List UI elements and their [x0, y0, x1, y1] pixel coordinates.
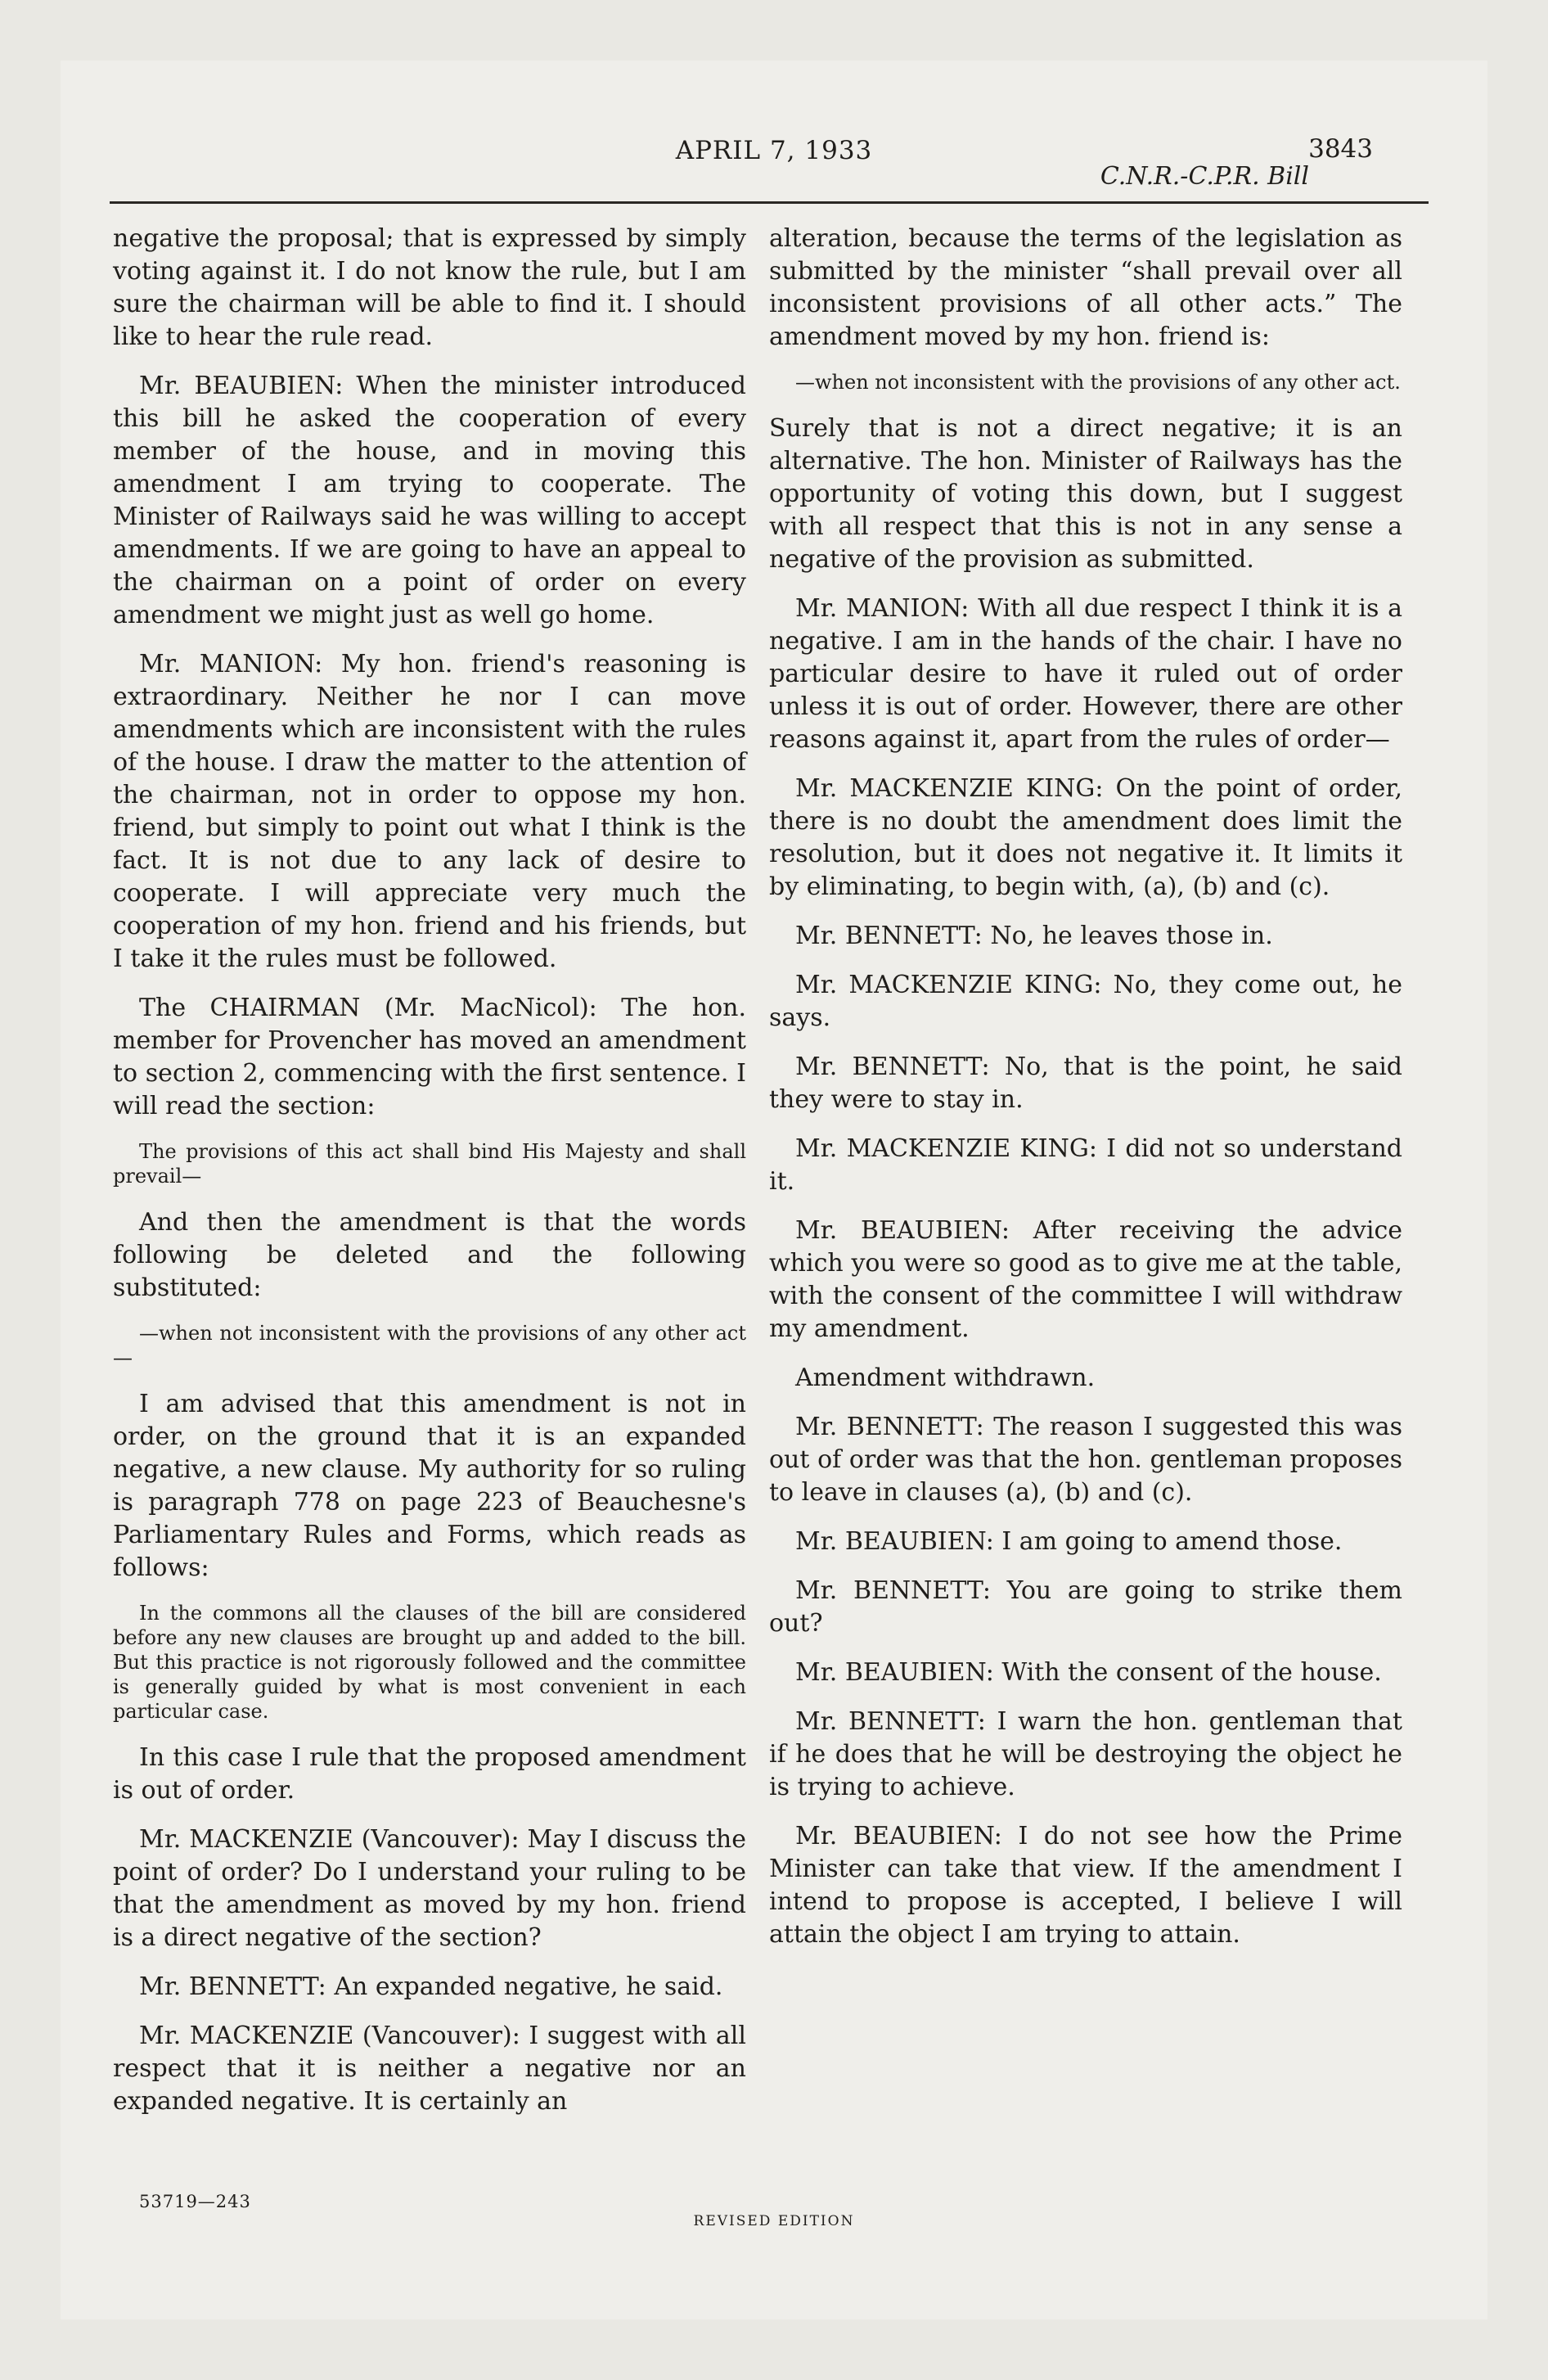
- paragraph: Amendment withdrawn.: [795, 1364, 1096, 1392]
- header-subject: C.N.R.-C.P.R. Bill: [1100, 162, 1309, 191]
- paragraph: Mr. MANION: My hon. friend's reasoning is extraordinary. Neither he nor I can move amendments which are inconsistent with the rules of the house. I draw the matter to the attention of the chairman, not in order to oppose my hon. friend, but simply to point out what I think is the fact. It is not due to any lack of desire to cooperate. I will appreciate very much the cooperation of my hon. friend and his friends, but I take it the rules must be followed.: [113, 650, 746, 973]
- paragraph: Mr. MACKENZIE KING: On the point of order, there is no doubt the amendment does limit the resolution, but it does not negative it. It limits it by eliminating, to begin with, (a), (b) and (c).: [769, 774, 1402, 901]
- paragraph: Mr. BEAUBIEN: With the consent of the house.: [795, 1658, 1382, 1687]
- quoted-passage: —when not inconsistent with the provisions of any other act—: [113, 1322, 746, 1369]
- quoted-passage: In the commons all the clauses of the bill are considered before any new clauses are brought up and added to the bill. But this practice is not rigorously followed and the committee is generally guided by what is most convenient in each particular case.: [113, 1602, 746, 1723]
- right-column: [769, 223, 1402, 1968]
- paragraph: Mr. BENNETT: An expanded negative, he said.: [139, 1972, 723, 2001]
- paragraph: Mr. MACKENZIE (Vancouver): May I discuss the point of order? Do I understand your ruling to be that the amendment as moved by my hon. friend is a direct negative of the section?: [113, 1825, 746, 1952]
- paragraph: Mr. BENNETT: I warn the hon. gentleman that if he does that he will be destroying the object he is trying to achieve.: [769, 1707, 1402, 1801]
- paragraph: Mr. BENNETT: No, he leaves those in.: [795, 922, 1273, 950]
- printer-code: 53719—243: [139, 2192, 251, 2211]
- paragraph: Mr. BEAUBIEN: After receiving the advice which you were so good as to give me at the table, with the consent of the committee I will withdraw my amendment.: [769, 1216, 1402, 1343]
- edition-label: REVISED EDITION: [693, 2213, 855, 2229]
- paragraph: Mr. BEAUBIEN: I do not see how the Prime Minister can take that view. If the amendment I intend to propose is accepted, I believe I will attain the object I am trying to attain.: [769, 1822, 1402, 1949]
- paragraph: Mr. BEAUBIEN: When the minister introduced this bill he asked the cooperation of every member of the house, and in moving this amendment I am trying to cooperate. The Minister of Railways said he was willing to accept amendments. If we are going to have an appeal to the chairman on a point of order on every amendment we might just as well go home.: [113, 372, 746, 629]
- header-rule: [110, 201, 1429, 204]
- paragraph: And then the amendment is that the words following be deleted and the following substituted:: [113, 1208, 746, 1302]
- document-page: [61, 61, 1487, 2319]
- paragraph: Mr. MACKENZIE (Vancouver): I suggest with all respect that it is neither a negative nor an expanded negative. It is certainly an: [113, 2022, 746, 2116]
- paragraph: Surely that is not a direct negative; it is an alternative. The hon. Minister of Railways has the opportunity of voting this down, but I suggest with all respect that this is not in any sense a negative of the provision as submitted.: [769, 414, 1402, 574]
- paragraph: I am advised that this amendment is not in order, on the ground that it is an expanded negative, a new clause. My authority for so ruling is paragraph 778 on page 223 of Beauchesne's Parliamentary Rules and Forms, which reads as follows:: [113, 1390, 746, 1582]
- quoted-passage: The provisions of this act shall bind His Majesty and shall prevail—: [113, 1140, 746, 1188]
- paragraph: Mr. BENNETT: The reason I suggested this was out of order was that the hon. gentleman proposes to leave in clauses (a), (b) and (c).: [769, 1413, 1402, 1507]
- paragraph: alteration, because the terms of the legislation as submitted by the minister “shall prevail over all inconsistent provisions of all other acts.” The amendment moved by my hon. friend is:: [769, 224, 1402, 351]
- paragraph: Mr. MACKENZIE KING: No, they come out, he says.: [769, 971, 1402, 1032]
- paragraph: Mr. BENNETT: No, that is the point, he said they were to stay in.: [769, 1053, 1402, 1114]
- page-header: [61, 61, 1487, 192]
- left-column: [113, 223, 746, 2134]
- paragraph: Mr. MACKENZIE KING: I did not so understand it.: [769, 1134, 1402, 1196]
- paragraph: Mr. BEAUBIEN: I am going to amend those.: [795, 1527, 1343, 1556]
- paragraph: The CHAIRMAN (Mr. MacNicol): The hon. member for Provencher has moved an amendment to section 2, commencing with the first sentence. I will read the section:: [113, 994, 746, 1120]
- paragraph: In this case I rule that the proposed amendment is out of order.: [113, 1743, 746, 1805]
- paragraph: Mr. BENNETT: You are going to strike them out?: [769, 1576, 1402, 1638]
- paragraph: Mr. MANION: With all due respect I think it is a negative. I am in the hands of the chair. I have no particular desire to have it ruled out of order unless it is out of order. However, there are other reasons against it, apart from the rules of order—: [769, 594, 1402, 754]
- header-date: APRIL 7, 1933: [675, 136, 873, 165]
- page-number: 3843: [1308, 134, 1373, 164]
- paragraph: negative the proposal; that is expressed by simply voting against it. I do not know the rule, but I am sure the chairman will be able to find it. I should like to hear the rule read.: [113, 224, 746, 351]
- quoted-passage: —when not inconsistent with the provisions of any other act.: [795, 371, 1401, 394]
